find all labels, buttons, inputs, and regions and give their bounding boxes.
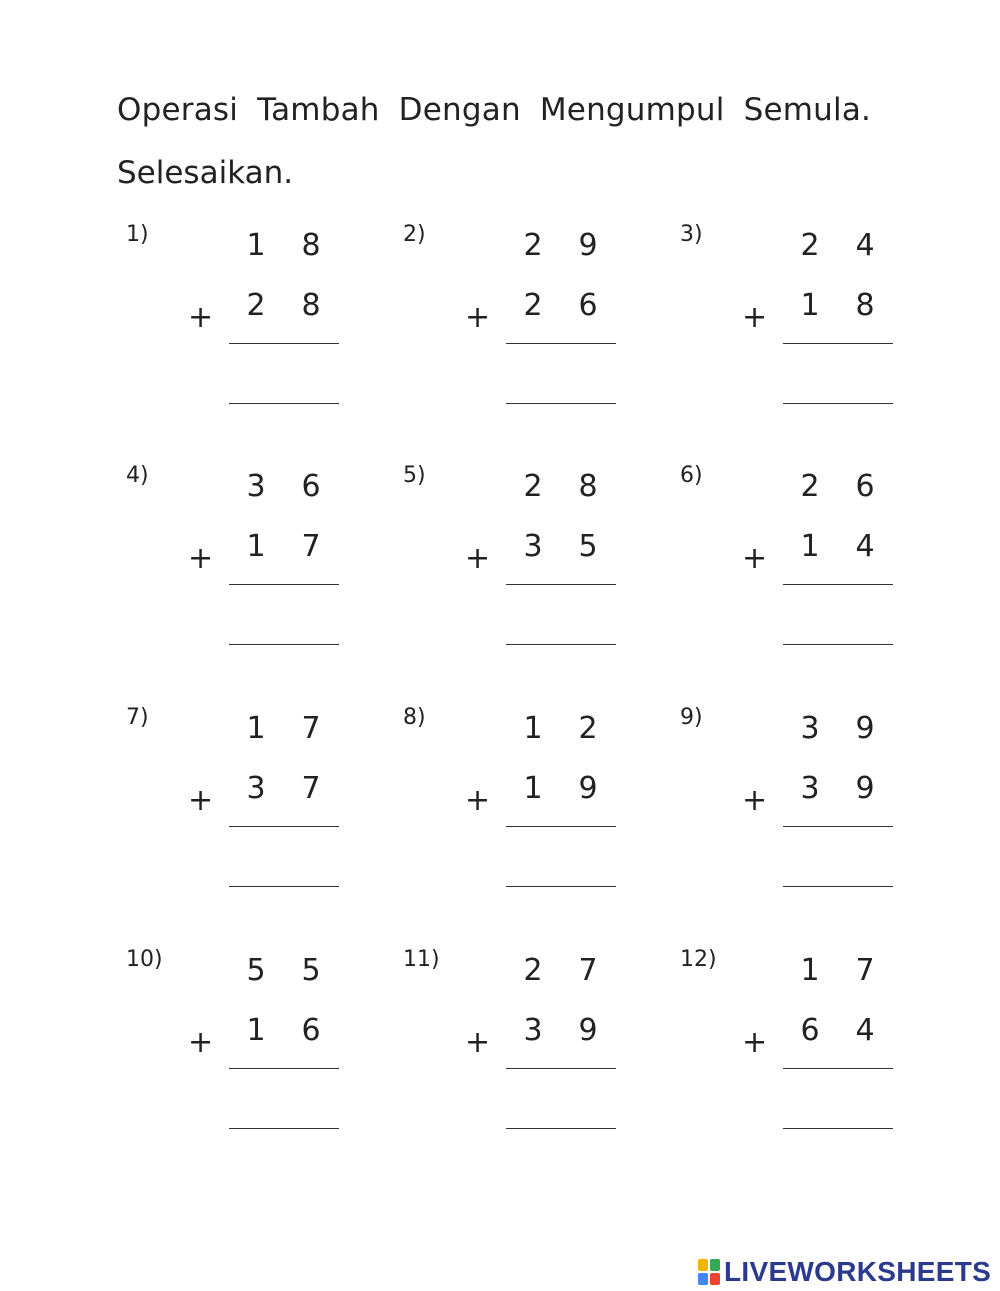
top-addend-digit: 2 bbox=[800, 469, 820, 504]
top-addend-digit: 7 bbox=[855, 953, 875, 988]
problem-number: 2) bbox=[403, 222, 426, 247]
sum-line bbox=[506, 826, 616, 827]
bottom-addend-digit: 2 bbox=[246, 288, 266, 323]
plus-sign: + bbox=[742, 783, 768, 818]
answer-line[interactable] bbox=[783, 1128, 893, 1129]
plus-sign: + bbox=[188, 1025, 214, 1060]
answer-line[interactable] bbox=[783, 886, 893, 887]
worksheet-title: Operasi Tambah Dengan Mengumpul Semula. bbox=[117, 92, 872, 128]
answer-line[interactable] bbox=[229, 886, 339, 887]
top-addend-digit: 1 bbox=[523, 711, 543, 746]
bottom-addend-digit: 6 bbox=[578, 288, 598, 323]
top-addend-digit: 1 bbox=[800, 953, 820, 988]
top-addend-digit: 8 bbox=[301, 228, 321, 263]
brand-name: LIVEWORKSHEETS bbox=[724, 1256, 992, 1287]
addition-problem bbox=[680, 705, 950, 895]
bottom-addend-digit: 8 bbox=[855, 288, 875, 323]
problem-number: 3) bbox=[680, 222, 703, 247]
top-addend-digit: 6 bbox=[855, 469, 875, 504]
plus-sign: + bbox=[465, 1025, 491, 1060]
sum-line bbox=[229, 826, 339, 827]
problem-number: 5) bbox=[403, 463, 426, 488]
plus-sign: + bbox=[465, 541, 491, 576]
sum-line bbox=[783, 826, 893, 827]
addition-problem bbox=[126, 222, 396, 412]
addition-problem bbox=[680, 463, 950, 653]
problem-number: 6) bbox=[680, 463, 703, 488]
answer-line[interactable] bbox=[783, 403, 893, 404]
bottom-addend-digit: 1 bbox=[800, 288, 820, 323]
top-addend-digit: 9 bbox=[578, 228, 598, 263]
top-addend-digit: 2 bbox=[523, 228, 543, 263]
bottom-addend-digit: 2 bbox=[523, 288, 543, 323]
bottom-addend-digit: 5 bbox=[578, 529, 598, 564]
bottom-addend-digit: 3 bbox=[523, 529, 543, 564]
bottom-addend-digit: 4 bbox=[855, 529, 875, 564]
bottom-addend-digit: 8 bbox=[301, 288, 321, 323]
top-addend-digit: 2 bbox=[523, 953, 543, 988]
answer-line[interactable] bbox=[506, 403, 616, 404]
problem-number: 7) bbox=[126, 705, 149, 730]
answer-line[interactable] bbox=[229, 1128, 339, 1129]
addition-problem bbox=[403, 222, 673, 412]
bottom-addend-digit: 3 bbox=[246, 771, 266, 806]
top-addend-digit: 7 bbox=[301, 711, 321, 746]
plus-sign: + bbox=[188, 300, 214, 335]
logo-square-yellow bbox=[698, 1259, 708, 1271]
bottom-addend-digit: 9 bbox=[855, 771, 875, 806]
problem-number: 1) bbox=[126, 222, 149, 247]
logo-square-green bbox=[710, 1259, 720, 1271]
addition-problem bbox=[680, 222, 950, 412]
liveworksheets-logo bbox=[698, 1256, 991, 1288]
sum-line bbox=[783, 584, 893, 585]
plus-sign: + bbox=[188, 783, 214, 818]
logo-square-red bbox=[710, 1273, 720, 1285]
problem-number: 12) bbox=[680, 947, 717, 972]
sum-line bbox=[783, 1068, 893, 1069]
top-addend-digit: 3 bbox=[800, 711, 820, 746]
bottom-addend-digit: 1 bbox=[523, 771, 543, 806]
addition-problem bbox=[680, 947, 950, 1137]
bottom-addend-digit: 9 bbox=[578, 771, 598, 806]
problem-number: 4) bbox=[126, 463, 149, 488]
plus-sign: + bbox=[465, 300, 491, 335]
top-addend-digit: 1 bbox=[246, 711, 266, 746]
plus-sign: + bbox=[188, 541, 214, 576]
plus-sign: + bbox=[742, 300, 768, 335]
top-addend-digit: 2 bbox=[800, 228, 820, 263]
top-addend-digit: 1 bbox=[246, 228, 266, 263]
bottom-addend-digit: 3 bbox=[523, 1013, 543, 1048]
addition-problem bbox=[403, 947, 673, 1137]
problem-number: 9) bbox=[680, 705, 703, 730]
addition-problem bbox=[403, 705, 673, 895]
answer-line[interactable] bbox=[506, 644, 616, 645]
top-addend-digit: 3 bbox=[246, 469, 266, 504]
bottom-addend-digit: 3 bbox=[800, 771, 820, 806]
plus-sign: + bbox=[742, 541, 768, 576]
plus-sign: + bbox=[465, 783, 491, 818]
answer-line[interactable] bbox=[506, 1128, 616, 1129]
top-addend-digit: 5 bbox=[301, 953, 321, 988]
top-addend-digit: 2 bbox=[523, 469, 543, 504]
bottom-addend-digit: 4 bbox=[855, 1013, 875, 1048]
bottom-addend-digit: 7 bbox=[301, 771, 321, 806]
answer-line[interactable] bbox=[506, 886, 616, 887]
bottom-addend-digit: 9 bbox=[578, 1013, 598, 1048]
sum-line bbox=[506, 1068, 616, 1069]
bottom-addend-digit: 1 bbox=[246, 1013, 266, 1048]
problem-number: 11) bbox=[403, 947, 440, 972]
top-addend-digit: 8 bbox=[578, 469, 598, 504]
top-addend-digit: 5 bbox=[246, 953, 266, 988]
addition-problem bbox=[126, 705, 396, 895]
bottom-addend-digit: 1 bbox=[246, 529, 266, 564]
problem-number: 8) bbox=[403, 705, 426, 730]
sum-line bbox=[506, 584, 616, 585]
addition-problem bbox=[126, 947, 396, 1137]
problem-number: 10) bbox=[126, 947, 163, 972]
top-addend-digit: 6 bbox=[301, 469, 321, 504]
sum-line bbox=[229, 1068, 339, 1069]
logo-square-blue bbox=[698, 1273, 708, 1285]
bottom-addend-digit: 1 bbox=[800, 529, 820, 564]
answer-line[interactable] bbox=[229, 403, 339, 404]
top-addend-digit: 7 bbox=[578, 953, 598, 988]
addition-problem bbox=[403, 463, 673, 653]
logo-mark-icon bbox=[698, 1259, 720, 1285]
top-addend-digit: 2 bbox=[578, 711, 598, 746]
bottom-addend-digit: 7 bbox=[301, 529, 321, 564]
bottom-addend-digit: 6 bbox=[800, 1013, 820, 1048]
addition-problem bbox=[126, 463, 396, 653]
worksheet-instruction: Selesaikan. bbox=[117, 155, 294, 191]
sum-line bbox=[229, 584, 339, 585]
sum-line bbox=[506, 343, 616, 344]
top-addend-digit: 4 bbox=[855, 228, 875, 263]
sum-line bbox=[229, 343, 339, 344]
answer-line[interactable] bbox=[783, 644, 893, 645]
sum-line bbox=[783, 343, 893, 344]
plus-sign: + bbox=[742, 1025, 768, 1060]
top-addend-digit: 9 bbox=[855, 711, 875, 746]
bottom-addend-digit: 6 bbox=[301, 1013, 321, 1048]
answer-line[interactable] bbox=[229, 644, 339, 645]
